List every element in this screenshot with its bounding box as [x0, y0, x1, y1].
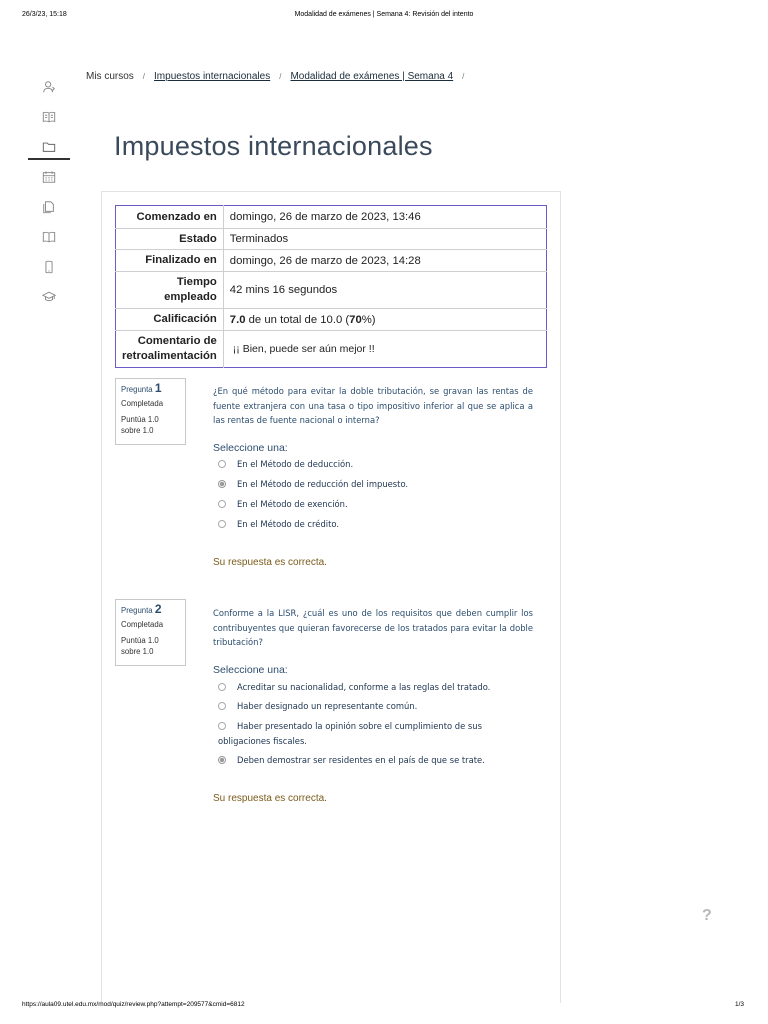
radio-button[interactable] — [218, 500, 226, 508]
print-page-number: 1/3 — [734, 1001, 744, 1008]
question-text: Conforme a la LISR, ¿cuál es uno de los requisitos que deben cumplir los contribuyentes que quieran favorecerse de los tratados para evitar la doble tributación? — [213, 608, 533, 647]
breadcrumb-course[interactable]: Impuestos internacionales — [154, 71, 271, 82]
summary-label: Comentario de retroalimentación — [116, 331, 224, 368]
user-icon — [42, 80, 56, 94]
summary-label: Estado — [116, 229, 224, 250]
breadcrumb-quiz[interactable]: Modalidad de exámenes | Semana 4 — [290, 71, 454, 82]
summary-label: Tiempo empleado — [116, 272, 224, 309]
sidebar-item-mobile[interactable] — [28, 252, 70, 282]
radio-button-selected[interactable] — [218, 480, 226, 488]
answer-option[interactable] — [218, 699, 518, 714]
sidebar-item-courses[interactable] — [28, 282, 70, 312]
phone-icon — [42, 260, 56, 274]
sidebar-item-files[interactable] — [28, 192, 70, 222]
answer-option[interactable] — [218, 457, 518, 472]
question-points: Puntúa 1.0 sobre 1.0 — [121, 415, 159, 435]
summary-label: Finalizado en — [116, 250, 224, 272]
print-title: Modalidad de exámenes | Semana 4: Revisión del intento — [294, 11, 474, 18]
summary-row — [116, 272, 547, 309]
copy-icon — [42, 200, 56, 214]
summary-row — [116, 250, 547, 272]
grade-score: 7.0 — [229, 313, 246, 326]
radio-button[interactable] — [218, 722, 226, 730]
summary-value: domingo, 26 de marzo de 2023, 14:28 — [223, 250, 546, 272]
grade-percent: 70 — [349, 313, 362, 326]
grade-value — [223, 309, 546, 331]
print-date: 26/3/23, 15:18 — [22, 11, 67, 18]
answer-label: Acreditar su nacionalidad, conforme a las reglas del tratado. — [237, 682, 491, 692]
answer-label: Deben demostrar ser residentes en el país de que se trate. — [237, 755, 485, 765]
answer-option[interactable] — [218, 719, 518, 748]
answer-feedback: Su respuesta es correcta. — [213, 793, 327, 804]
answer-option[interactable] — [218, 753, 518, 768]
sidebar-item-participants[interactable] — [28, 72, 70, 102]
breadcrumb-separator: / — [279, 72, 282, 81]
print-footer — [0, 1001, 768, 1013]
print-url: https://aula09.utel.edu.mx/mod/quiz/review.php?attempt=209577&cmid=6812 — [22, 1001, 245, 1008]
summary-label: Calificación — [116, 309, 224, 331]
question-index: 1 — [154, 381, 162, 395]
sidebar-item-content[interactable] — [28, 132, 70, 162]
summary-row — [116, 206, 547, 229]
answer-feedback: Su respuesta es correcta. — [213, 557, 327, 568]
answer-option[interactable] — [218, 680, 518, 695]
answer-label: En el Método de crédito. — [237, 519, 340, 529]
grade-close: %) — [361, 313, 376, 326]
question-label: Pregunta — [121, 606, 153, 615]
page-title: Impuestos internacionales — [114, 131, 433, 161]
breadcrumb-separator: / — [462, 72, 465, 81]
question-prompt: Seleccione una: — [213, 664, 288, 676]
book-icon — [42, 110, 56, 124]
summary-row — [116, 309, 547, 331]
question-status: Completada — [121, 620, 164, 629]
breadcrumb-separator: / — [142, 72, 146, 81]
answer-option[interactable] — [218, 477, 518, 492]
sidebar-item-calendar[interactable] — [28, 162, 70, 192]
question-index: 2 — [154, 602, 162, 616]
radio-button[interactable] — [218, 683, 226, 691]
book-open-icon — [42, 230, 56, 244]
question-prompt: Seleccione una: — [213, 442, 288, 454]
calendar-icon — [42, 170, 56, 184]
summary-value: ¡¡ Bien, puede ser aún mejor !! — [223, 331, 546, 368]
answer-label: En el Método de exención. — [237, 499, 348, 509]
question-number — [121, 383, 180, 395]
help-button[interactable]: ? — [702, 907, 712, 924]
summary-label: Comenzado en — [116, 206, 224, 229]
question-points: Puntúa 1.0 sobre 1.0 — [121, 636, 159, 656]
answer-label: Haber presentado la opinión sobre el cumplimiento de sus obligaciones fiscales. — [218, 721, 482, 746]
question-info — [115, 599, 186, 666]
summary-value: 42 mins 16 segundos — [223, 272, 546, 309]
question-number — [121, 604, 180, 616]
radio-button[interactable] — [218, 460, 226, 468]
breadcrumb-my-courses[interactable]: Mis cursos — [86, 71, 134, 82]
breadcrumb — [86, 71, 473, 82]
sidebar — [28, 72, 70, 312]
folder-icon — [42, 140, 56, 154]
radio-button[interactable] — [218, 702, 226, 710]
question-status: Completada — [121, 399, 164, 408]
answer-option[interactable] — [218, 517, 518, 532]
answer-label: Haber designado un representante común. — [237, 701, 418, 711]
summary-row — [116, 229, 547, 250]
radio-button-selected[interactable] — [218, 756, 226, 764]
summary-value: Terminados — [223, 229, 546, 250]
summary-value: domingo, 26 de marzo de 2023, 13:46 — [229, 211, 421, 223]
question-info — [115, 378, 186, 445]
sidebar-item-library[interactable] — [28, 222, 70, 252]
summary-row — [116, 331, 547, 368]
answer-option[interactable] — [218, 497, 518, 512]
question-label: Pregunta — [121, 385, 153, 394]
answer-label: En el Método de deducción. — [237, 459, 354, 469]
grade-total: de un total de 10.0 ( — [245, 313, 350, 326]
radio-button[interactable] — [218, 520, 226, 528]
graduation-cap-icon — [42, 290, 56, 304]
attempt-summary-table — [115, 205, 547, 368]
question-text: ¿En qué método para evitar la doble tributación, se gravan las rentas de fuente extranjera con una tasa o tipo impositivo inferior al que se aplica a las rentas de fuente nacional o interna? — [213, 386, 533, 425]
sidebar-item-grades[interactable] — [28, 102, 70, 132]
print-header — [0, 11, 768, 23]
answer-label: En el Método de reducción del impuesto. — [237, 479, 409, 489]
